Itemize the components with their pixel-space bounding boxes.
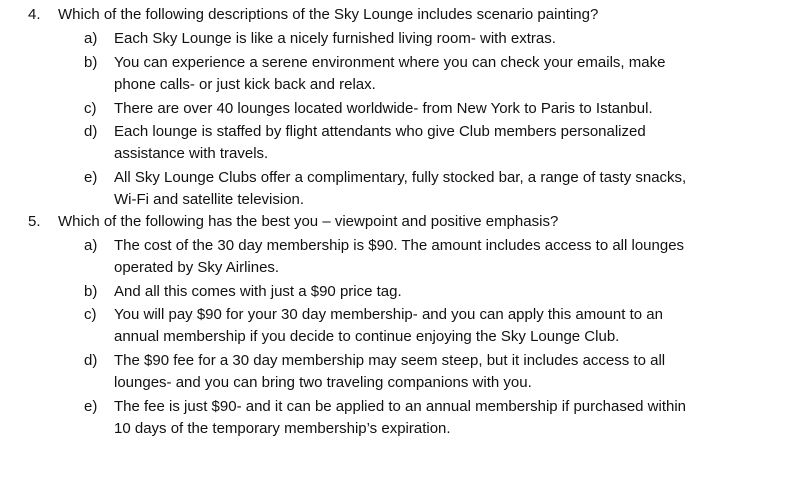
option-text: The $90 fee for a 30 day membership may seem steep, but it includes access to all — [114, 352, 666, 369]
question-number: 5. — [28, 213, 41, 230]
option-text: Each Sky Lounge is like a nicely furnished living room- with extras. — [114, 30, 556, 47]
option-text: The cost of the 30 day membership is $90. The amount includes access to all lounges — [114, 237, 685, 254]
option-text: assistance with travels. — [114, 145, 269, 162]
option-letter: d) — [84, 123, 98, 140]
option-text: And all this comes with just a $90 price tag. — [114, 283, 402, 300]
option-letter: d) — [84, 352, 98, 369]
option-text: lounges- and you can bring two traveling companions with you. — [114, 374, 532, 391]
question-text: Which of the following has the best you – viewpoint and positive emphasis? — [58, 213, 559, 230]
option-letter: c) — [84, 100, 97, 117]
option-letter: c) — [84, 306, 97, 323]
option-text: You can experience a serene environment where you can check your emails, make — [114, 54, 666, 71]
option-text: Wi-Fi and satellite television. — [114, 191, 305, 208]
question-number: 4. — [28, 6, 41, 23]
option-text: All Sky Lounge Clubs offer a complimentary, fully stocked bar, a range of tasty snacks, — [114, 169, 687, 186]
option-letter: e) — [84, 169, 98, 186]
option-letter: b) — [84, 54, 98, 71]
option-text: There are over 40 lounges located worldwide- from New York to Paris to Istanbul. — [114, 100, 653, 117]
option-text: phone calls- or just kick back and relax. — [114, 76, 376, 93]
option-text: 10 days of the temporary membership’s expiration. — [114, 420, 451, 437]
question-text: Which of the following descriptions of the Sky Lounge includes scenario painting? — [58, 6, 599, 23]
option-text: Each lounge is staffed by flight attendants who give Club members personalized — [114, 123, 646, 140]
option-letter: b) — [84, 283, 98, 300]
option-letter: a) — [84, 237, 98, 254]
option-text: The fee is just $90- and it can be applied to an annual membership if purchased within — [114, 398, 687, 415]
option-letter: a) — [84, 30, 98, 47]
option-text: You will pay $90 for your 30 day membership- and you can apply this amount to an — [114, 306, 663, 323]
option-text: annual membership if you decide to continue enjoying the Sky Lounge Club. — [114, 328, 620, 345]
option-text: operated by Sky Airlines. — [114, 259, 280, 276]
option-letter: e) — [84, 398, 98, 415]
